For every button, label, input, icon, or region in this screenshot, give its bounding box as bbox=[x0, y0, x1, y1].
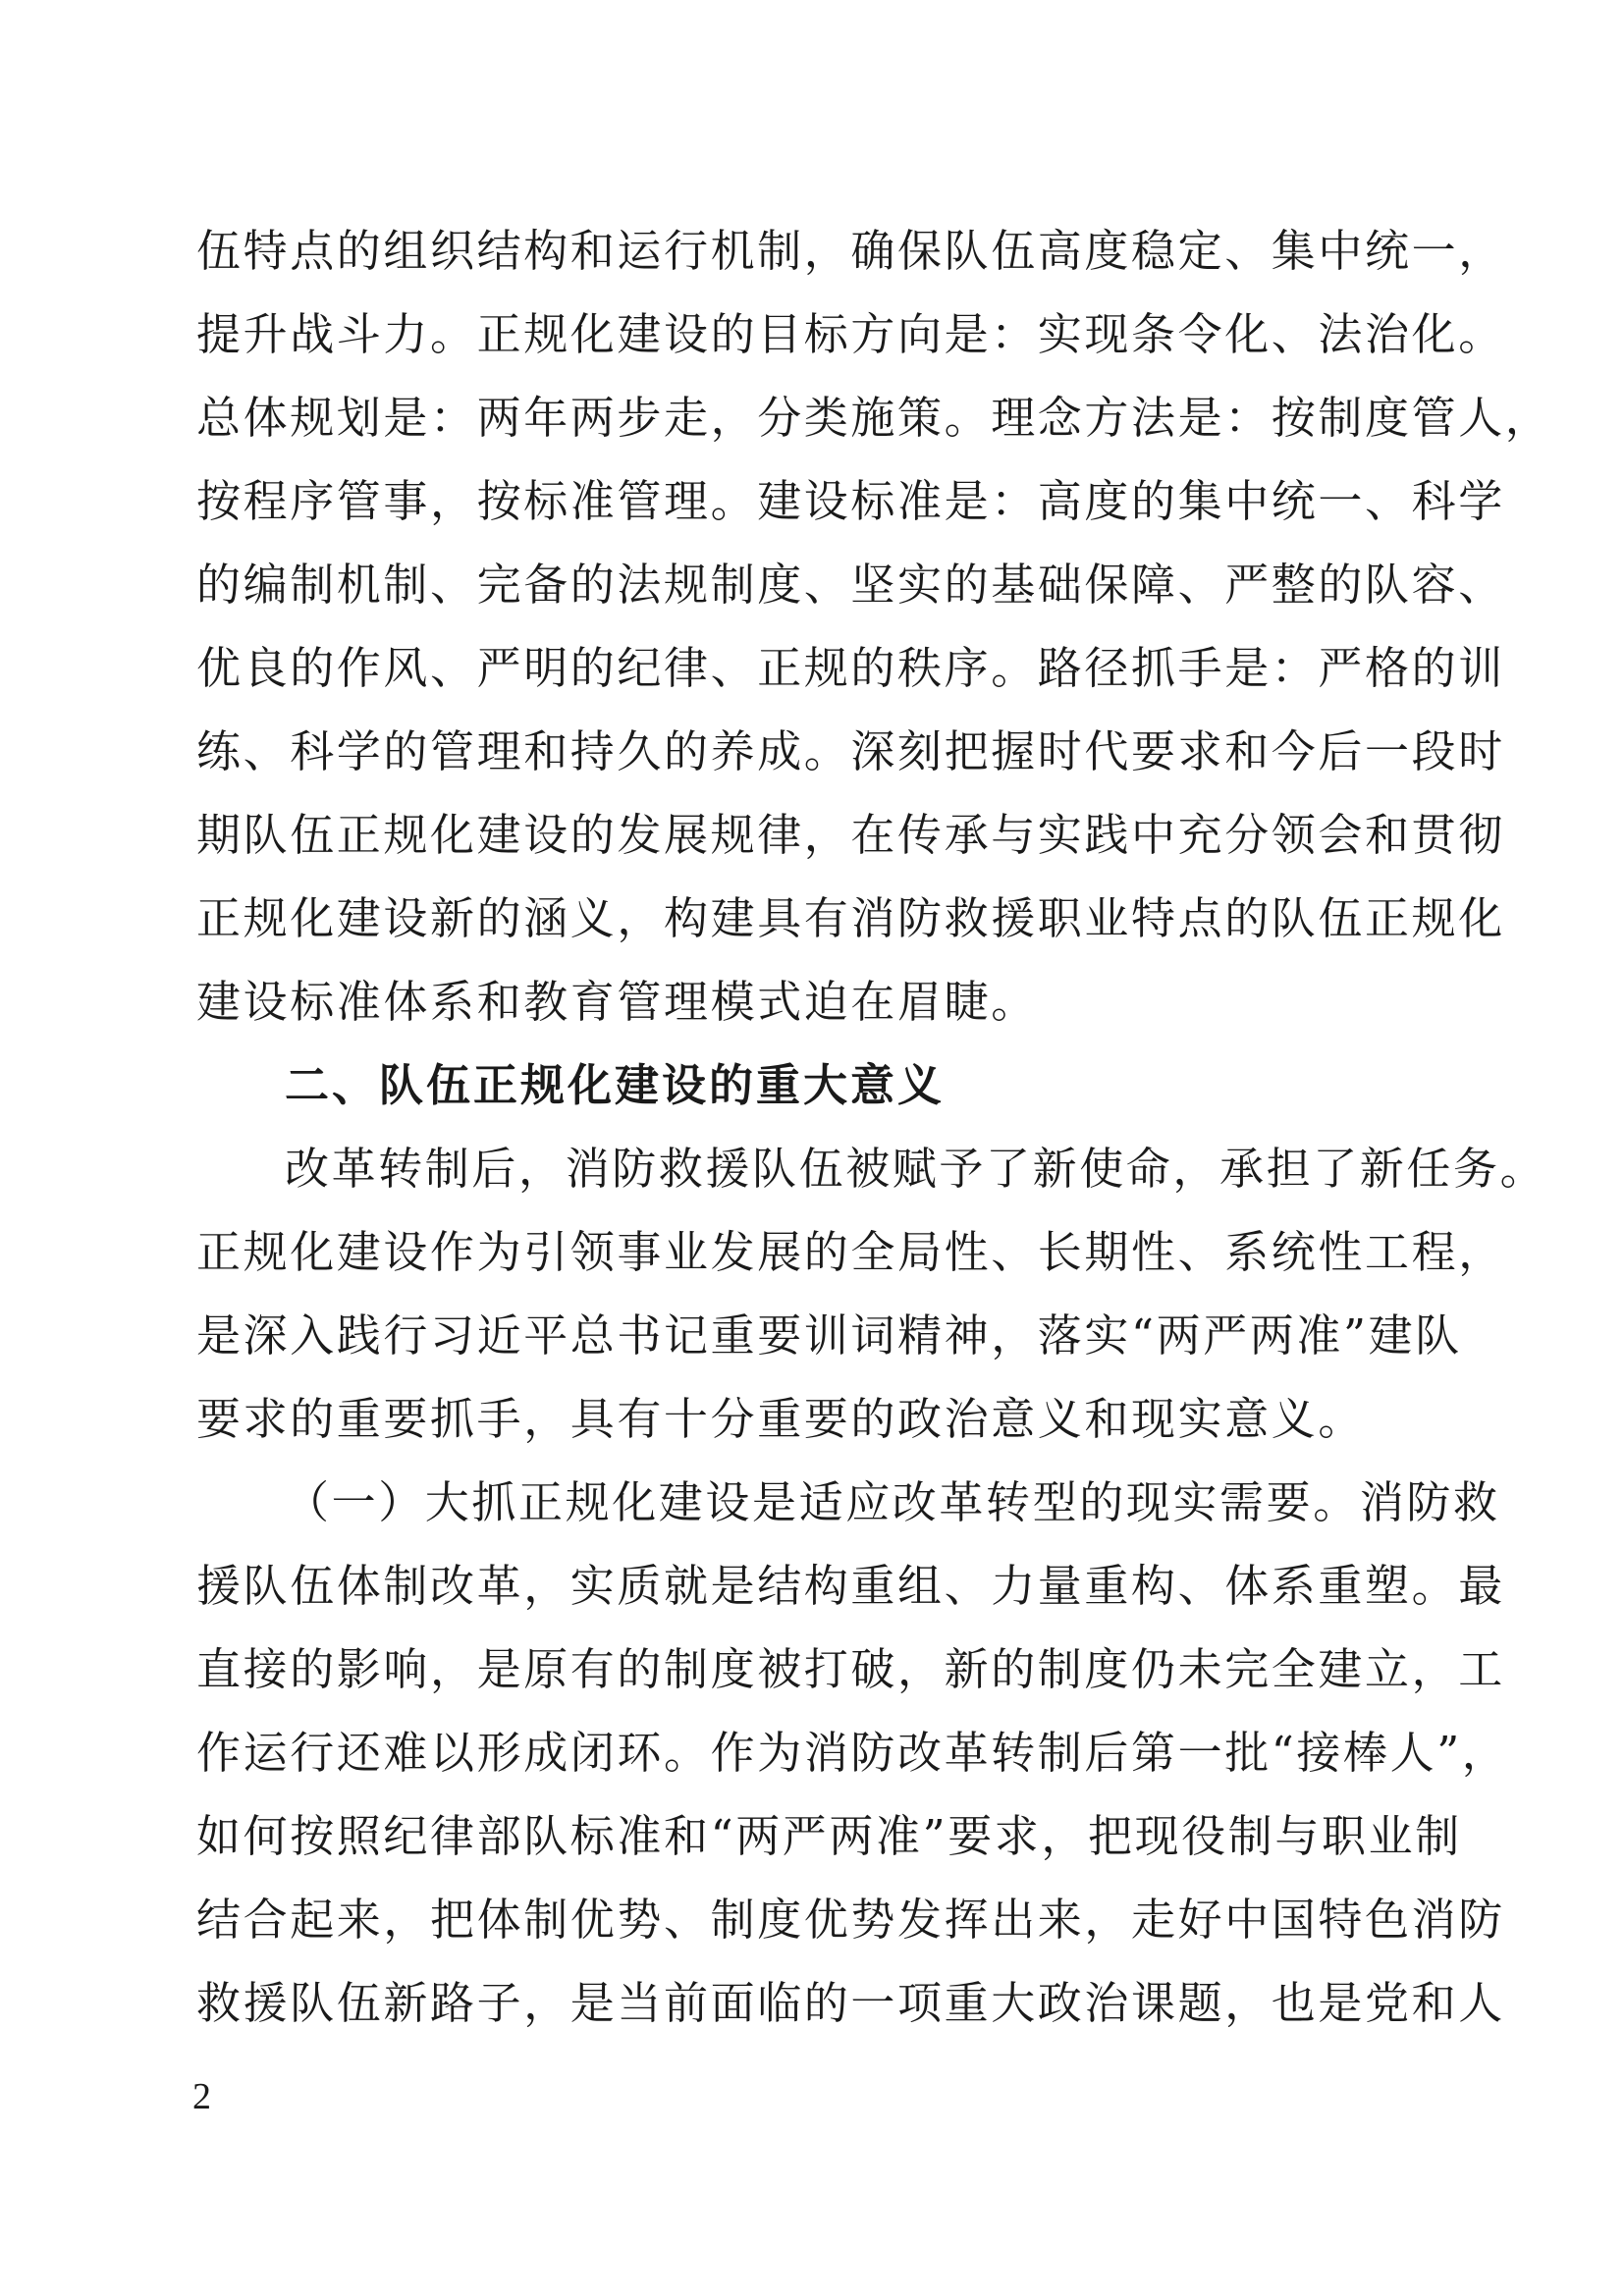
body-text-line: 如何按照纪律部队标准和“两严两准”要求，把现役制与职业制 bbox=[196, 1810, 1462, 1862]
body-text-line: 结合起来，把体制优势、制度优势发挥出来，走好中国特色消防 bbox=[196, 1894, 1505, 1946]
body-text-line: 正规化建设新的涵义，构建具有消防救援职业特点的队伍正规化 bbox=[196, 892, 1505, 944]
body-text-line: 要求的重要抓手，具有十分重要的政治意义和现实意义。 bbox=[196, 1393, 1366, 1445]
body-text-line: 建设标准体系和教育管理模式迫在眉睫。 bbox=[196, 976, 1038, 1028]
body-text-line: 的编制机制、完备的法规制度、坚实的基础保障、严整的队容、 bbox=[196, 559, 1505, 611]
body-text-line: 是深入践行习近平总书记重要训词精神，落实“两严两准”建队 bbox=[196, 1309, 1462, 1362]
body-text-line: 改革转制后，消防救援队伍被赋予了新使命，承担了新任务。 bbox=[285, 1143, 1547, 1195]
body-text-line: 总体规划是：两年两步走，分类施策。理念方法是：按制度管人， bbox=[196, 392, 1552, 444]
body-text-line: 救援队伍新路子，是当前面临的一项重大政治课题，也是党和人 bbox=[196, 1977, 1505, 2029]
section-heading: 二、队伍正规化建设的重大意义 bbox=[285, 1059, 946, 1111]
body-text-line: （一）大抓正规化建设是适应改革转型的现实需要。消防救 bbox=[285, 1476, 1500, 1528]
body-text-line: 期队伍正规化建设的发展规律，在传承与实践中充分领会和贯彻 bbox=[196, 809, 1505, 861]
body-text-line: 正规化建设作为引领事业发展的全局性、长期性、系统性工程， bbox=[196, 1226, 1505, 1278]
body-text-line: 直接的影响，是原有的制度被打破，新的制度仍未完全建立，工 bbox=[196, 1643, 1505, 1695]
body-text-line: 作运行还难以形成闭环。作为消防改革转制后第一批“接棒人”， bbox=[196, 1727, 1509, 1779]
body-text-line: 伍特点的组织结构和运行机制，确保队伍高度稳定、集中统一， bbox=[196, 225, 1505, 277]
body-text-line: 练、科学的管理和持久的养成。深刻把握时代要求和今后一段时 bbox=[196, 725, 1505, 777]
body-text-line: 提升战斗力。正规化建设的目标方向是：实现条令化、法治化。 bbox=[196, 308, 1505, 360]
body-text-line: 按程序管事，按标准管理。建设标准是：高度的集中统一、科学 bbox=[196, 475, 1505, 527]
body-text-line: 优良的作风、严明的纪律、正规的秩序。路径抓手是：严格的训 bbox=[196, 642, 1505, 694]
page-number: 2 bbox=[192, 2076, 211, 2117]
body-text-line: 援队伍体制改革，实质就是结构重组、力量重构、体系重塑。最 bbox=[196, 1560, 1505, 1612]
